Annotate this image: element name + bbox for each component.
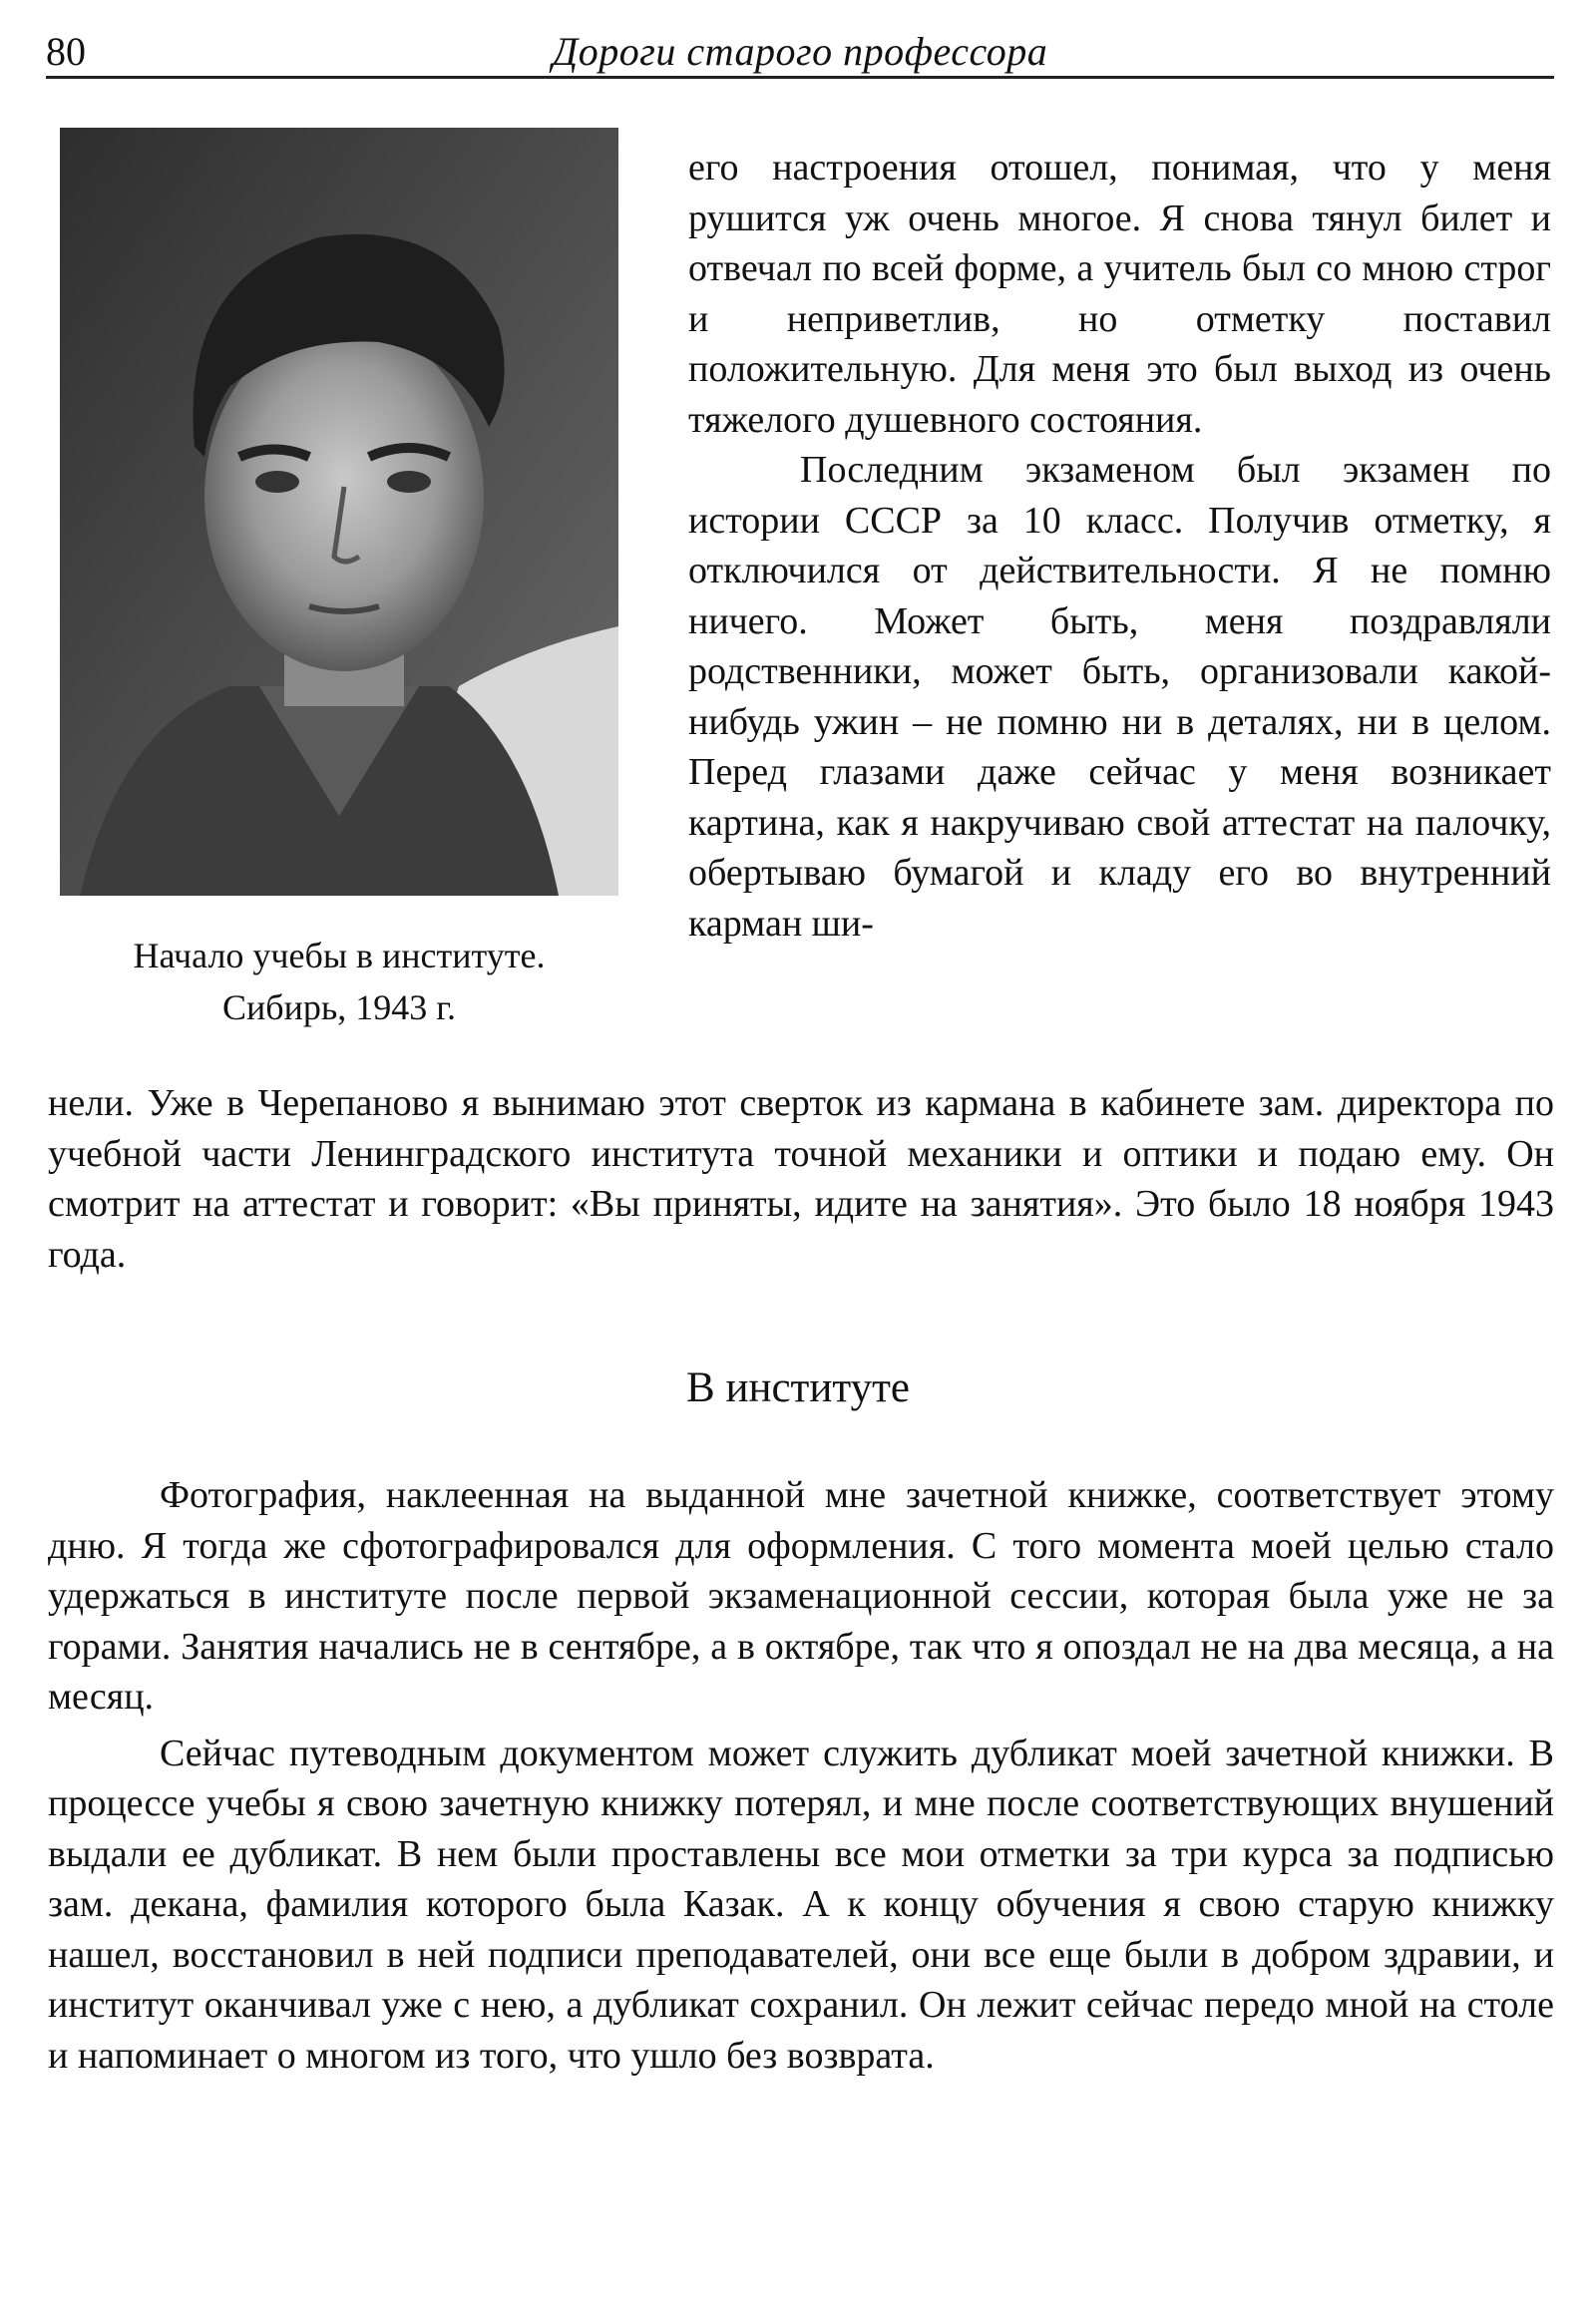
page-header [46, 26, 1554, 79]
section-paragraph-1: Фотография, наклеенная на выданной мне зачетной книжке, соответствует этому дню. Я тогда же сфотографировался для оформления. С того момента моей целью стало удержаться в институте после первой экзаменационной сессии, которая была уже не за горами. Занятия начались не в сентябре, а в октябре, так что я опоздал не на два месяца, а на месяц. [48, 1474, 1554, 1718]
portrait-photo [60, 128, 618, 896]
section-paragraph-2: Сейчас путеводным документом может служить дубликат моей зачетной книжки. В процессе учебы я свою зачетную книжку потерял, и мне после соответствующих внушений выдали ее дубликат. В нем были проставлены все мои отметки за три курса за подписью зам. декана, фамилия которого была Казак. А к концу обучения я свою старую книжку нашел, восстановил в ней подписи преподавателей, они все еще были в добром здравии, и институт оканчивал уже с нею, а дубликат сохранил. Он лежит сейчас передо мной на столе и напоминает о многом из того, что ушло без возврата. [48, 1732, 1554, 2077]
column-paragraph-2: Последним экзаменом был экзамен по истории СССР за 10 класс. Получив отметку, я отключился от действительности. Я не помню ничего. Может быть, меня поздравляли родственники, может быть, организовали какой-нибудь ужин – не помню ни в деталях, ни в целом. Перед глазами даже сейчас у меня возникает картина, как я накручиваю свой аттестат на палочку, обертываю бумагой и кладу его во внутренний карман ши- [688, 449, 1551, 945]
section-body [48, 1470, 1554, 2087]
full-width-continuation: нели. Уже в Черепаново я вынимаю этот сверток из кармана в кабинете зам. директора по учебной части Ленинградского института точной механики и оптики и подаю ему. Он смотрит на аттестат и говорит: «Вы приняты, идите на занятия». Это было 18 ноября 1943 года. [48, 1082, 1554, 1276]
caption-line-1: Начало учебы в институте. [133, 936, 546, 975]
caption-line-2: Сибирь, 1943 г. [222, 987, 456, 1027]
page-number: 80 [46, 29, 86, 74]
figure-caption [50, 930, 628, 1033]
column-paragraph-1: его настроения отошел, понимая, что у меня рушится уж очень многое. Я снова тянул билет и отвечал по всей форме, а учитель был со мною строг и неприветлив, но отметку поставил положительную. Для меня это был выход из очень тяжелого душевного состояния. [688, 147, 1551, 441]
running-title: Дороги старого профессора [552, 29, 1048, 74]
section-heading: В институте [686, 1364, 910, 1411]
portrait-photo-icon [60, 128, 618, 896]
column-text [688, 143, 1551, 949]
